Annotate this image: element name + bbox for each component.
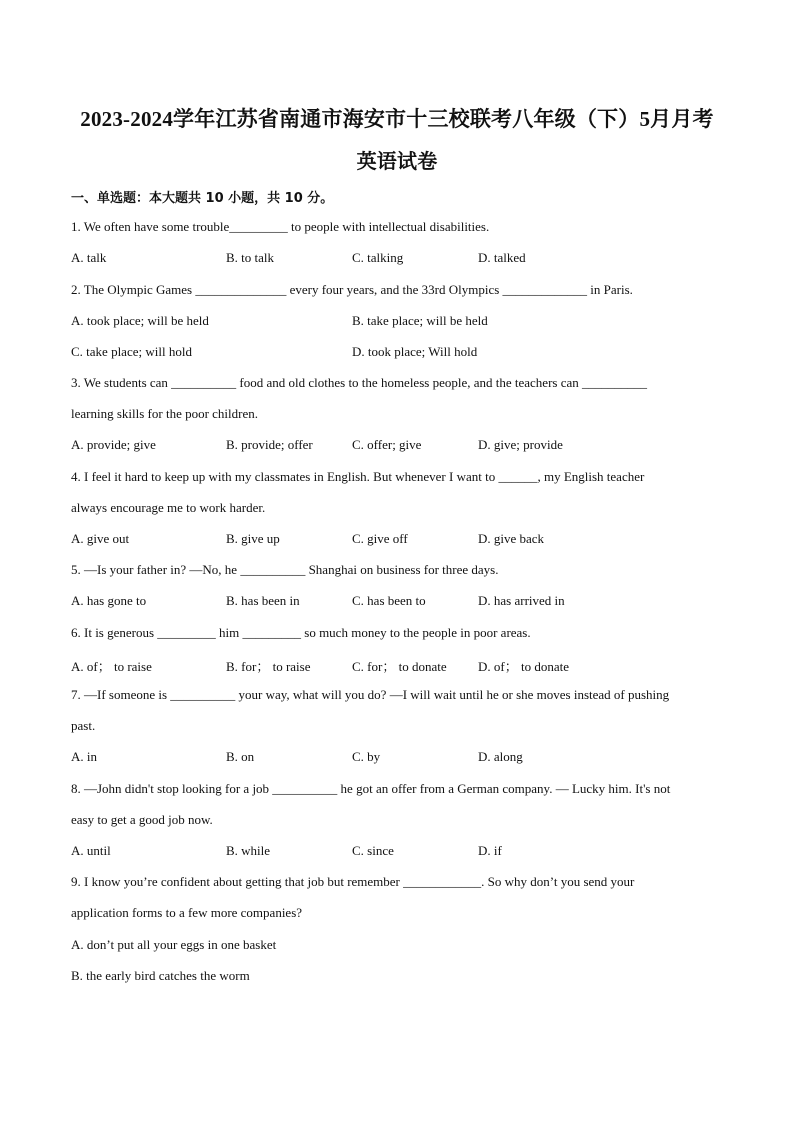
question-3-stem-line1: 3. We students can __________ food and old clothes to the homeless people, and the teachers can __________: [71, 375, 647, 390]
question-4-stem-line2: always encourage me to work harder.: [71, 500, 266, 515]
section-heading: 一、单选题：本大题共 10 小题，共 10 分。: [71, 191, 334, 206]
question-1-stem: 1. We often have some trouble_________ to people with intellectual disabilities.: [71, 219, 490, 234]
question-7-stem-line2: past.: [71, 718, 96, 733]
question-2-option-c: C. take place; will hold: [71, 344, 192, 359]
question-4-option-b: B. give up: [226, 531, 280, 546]
question-4-option-a: A. give out: [71, 531, 130, 546]
question-7-option-b: B. on: [226, 749, 255, 764]
document-title: 2023-2024学年江苏省南通市海安市十三校联考八年级（下）5月月考: [80, 107, 714, 131]
question-4-stem-line1: 4. I feel it hard to keep up with my classmates in English. But whenever I want to ______, my English teacher: [71, 469, 645, 484]
question-8-option-d: D. if: [478, 843, 502, 858]
question-1-option-d: D. talked: [478, 250, 526, 265]
question-4-option-d: D. give back: [478, 531, 545, 546]
question-6-stem: 6. It is generous _________ him _________ so much money to the people in poor areas.: [71, 625, 531, 640]
question-7-option-d: D. along: [478, 749, 523, 764]
question-8-option-b: B. while: [226, 843, 271, 858]
question-3-stem-line2: learning skills for the poor children.: [71, 406, 259, 421]
question-5-stem: 5. —Is your father in? —No, he __________ Shanghai on business for three days.: [71, 562, 499, 577]
question-9-stem-line1: 9. I know you’re confident about getting that job but remember ____________. So why don’t you send your: [71, 874, 635, 889]
question-9-stem-line2: application forms to a few more companies?: [71, 905, 303, 920]
question-8-stem-line2: easy to get a good job now.: [71, 812, 213, 827]
question-2-option-d: D. took place; Will hold: [352, 344, 478, 359]
question-7-option-c: C. by: [352, 749, 381, 764]
question-1-option-a: A. talk: [71, 250, 107, 265]
question-5-option-c: C. has been to: [352, 593, 426, 608]
question-8-option-c: C. since: [352, 843, 394, 858]
question-2-option-a: A. took place; will be held: [71, 313, 209, 328]
question-7-stem-line1: 7. —If someone is __________ your way, what will you do? —I will wait until he or she moves instead of pushing: [71, 687, 670, 702]
question-9-option-a: A. don’t put all your eggs in one basket: [71, 937, 277, 952]
question-6-option-b: B. for； to raise: [226, 659, 311, 674]
question-6-option-a: A. of； to raise: [71, 659, 152, 674]
question-1-option-b: B. to talk: [226, 250, 275, 265]
question-2-stem: 2. The Olympic Games ______________ every four years, and the 33rd Olympics _____________ in Paris.: [71, 282, 633, 297]
question-6-option-d: D. of； to donate: [478, 659, 569, 674]
question-3-option-a: A. provide; give: [71, 437, 156, 452]
question-8-option-a: A. until: [71, 843, 111, 858]
document-subtitle: 英语试卷: [356, 151, 438, 173]
question-5-option-a: A. has gone to: [71, 593, 147, 608]
question-1-option-c: C. talking: [352, 250, 404, 265]
question-5-option-d: D. has arrived in: [478, 593, 565, 608]
question-8-stem-line1: 8. —John didn't stop looking for a job __________ he got an offer from a German company. — Lucky him. It's not: [71, 781, 671, 796]
question-3-option-b: B. provide; offer: [226, 437, 313, 452]
question-3-option-c: C. offer; give: [352, 437, 422, 452]
question-5-option-b: B. has been in: [226, 593, 300, 608]
question-4-option-c: C. give off: [352, 531, 408, 546]
question-2-option-b: B. take place; will be held: [352, 313, 488, 328]
question-6-option-c: C. for； to donate: [352, 659, 447, 674]
question-3-option-d: D. give; provide: [478, 437, 563, 452]
question-9-option-b: B. the early bird catches the worm: [71, 968, 250, 983]
question-7-option-a: A. in: [71, 749, 97, 764]
